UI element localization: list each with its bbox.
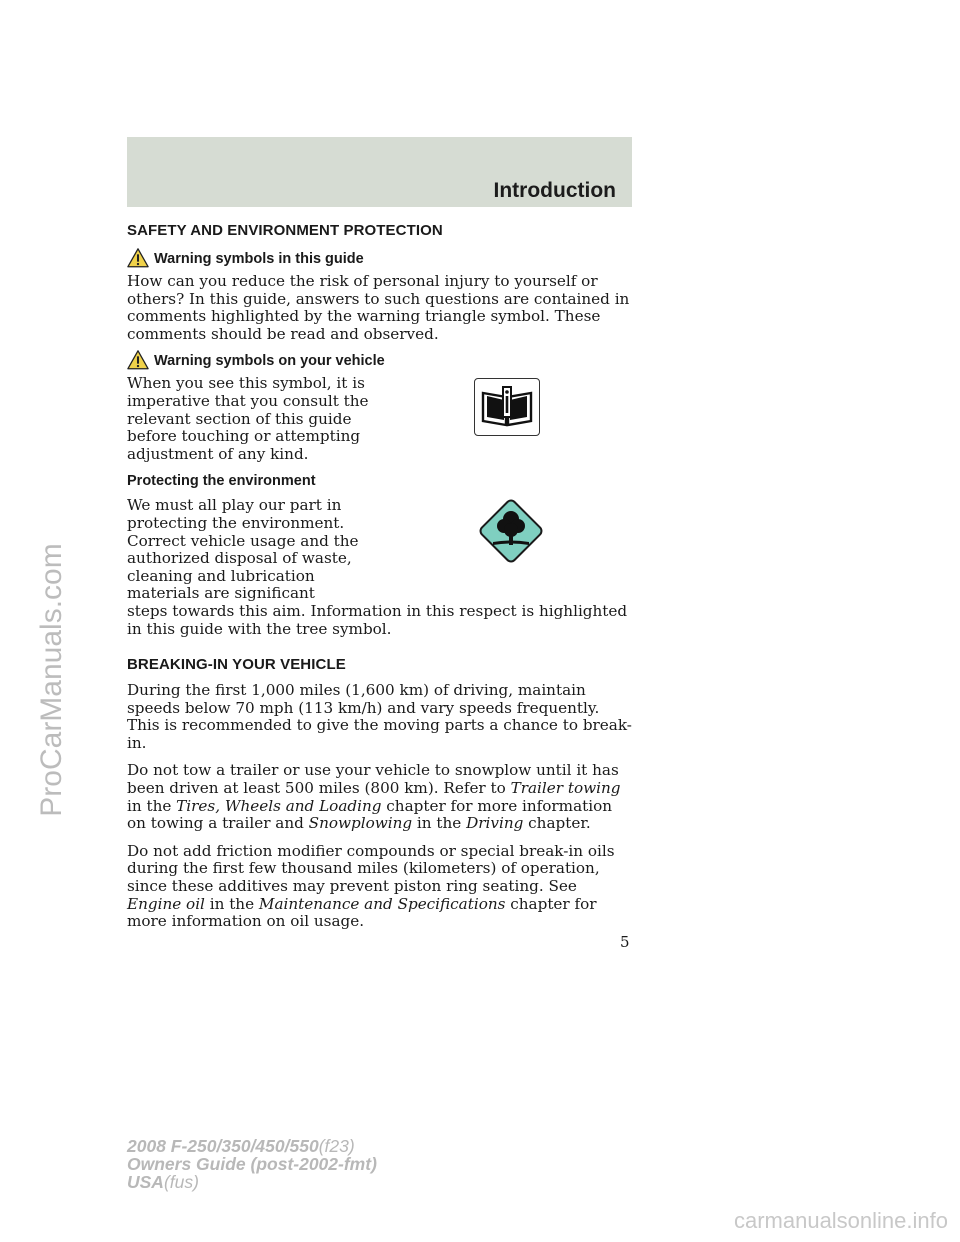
breakin-paragraph-1: During the first 1,000 miles (1,600 km) of driving, maintain speeds below 70 mph (113 km/h) and vary speeds frequently. This is recommended to give the moving parts a chance to break-in. <box>127 681 632 752</box>
document-footer <box>127 1137 377 1191</box>
warning-triangle-icon <box>127 247 149 269</box>
section-title: Introduction <box>493 179 616 202</box>
warning-vehicle-block <box>127 375 632 463</box>
warning-triangle-icon <box>127 349 149 371</box>
ref-maintenance-specifications: Maintenance and Specifications <box>258 894 506 913</box>
ref-trailer-towing: Trailer towing <box>510 779 621 798</box>
warning-vehicle-text: When you see this symbol, it is imperative that you consult the relevant section of this guide before touching or attempting adjustment of any kind. <box>127 374 369 463</box>
page-content <box>127 222 632 941</box>
environment-heading: Protecting the environment <box>127 473 316 490</box>
owner-manual-icon <box>474 378 540 436</box>
ref-tires-wheels-loading: Tires, Wheels and Loading <box>176 796 382 815</box>
breakin-paragraph-3: Do not add friction modifier compounds or special break-in oils during the first few thousand miles (kilometers) of operation, since these additives may prevent piston ring seating. See Engine oil in the Maintenance and Specifications chapter for more information on oil usage. <box>127 841 615 931</box>
environment-text-full: steps towards this aim. Information in this respect is highlighted in this guide with the tree symbol. <box>127 601 628 638</box>
environment-text-narrow: We must all play our part in protecting the environment. Correct vehicle usage and the authorized disposal of waste, cleaning and lubrication materials are significant <box>127 496 359 603</box>
footer-line-model: 2008 F-250/350/450/550(f23) <box>127 1136 355 1156</box>
warning-vehicle-heading-row <box>127 353 632 369</box>
safety-heading: SAFETY AND ENVIRONMENT PROTECTION <box>127 222 443 239</box>
side-watermark: ProCarManuals.com <box>35 543 68 817</box>
warning-guide-text: How can you reduce the risk of personal injury to yourself or others? In this guide, answers to such questions are contained in comments highlighted by the warning triangle symbol. These comments should be read and observed. <box>127 272 630 343</box>
footer-line-market: USA(fus) <box>127 1172 199 1192</box>
ref-engine-oil: Engine oil <box>127 894 205 913</box>
breakin-heading: BREAKING-IN YOUR VEHICLE <box>127 656 346 674</box>
section-header-band <box>127 137 632 207</box>
warning-vehicle-heading: Warning symbols on your vehicle <box>154 353 385 370</box>
page-number: 5 <box>620 933 630 951</box>
warning-guide-heading: Warning symbols in this guide <box>154 251 364 267</box>
warning-guide-heading-row <box>127 251 632 267</box>
environment-block <box>127 497 632 603</box>
footer-line-guide: Owners Guide (post-2002-fmt) <box>127 1154 377 1174</box>
site-watermark: carmanualsonline.info <box>733 1208 948 1233</box>
ref-driving: Driving <box>466 814 524 833</box>
breakin-paragraph-2: Do not tow a trailer or use your vehicle to snowplow until it has been driven at least 500 miles (800 km). Refer to Trailer towing in the Tires, Wheels and Loading chapter for more information on towing a trailer and Snowplowing in the Driving chapter. <box>127 761 621 833</box>
ref-snowplowing: Snowplowing <box>308 814 413 833</box>
tree-environment-icon <box>475 495 547 567</box>
